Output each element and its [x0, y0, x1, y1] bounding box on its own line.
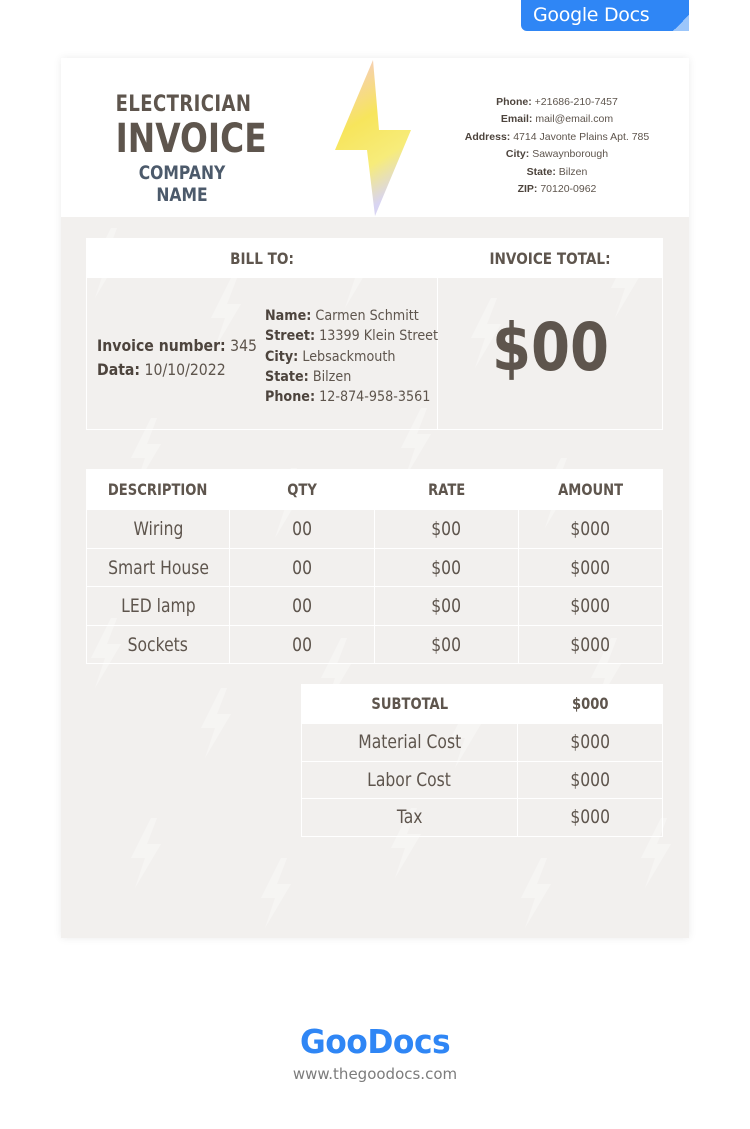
items-header-row [86, 469, 663, 510]
invoice-number: Invoice number: 345 [97, 336, 258, 355]
google-docs-label: Google Docs [533, 4, 650, 26]
client-street: Street: 13399 Klein Street [265, 328, 439, 345]
client-city: City: Lebsackmouth [265, 348, 396, 365]
col-amount: AMOUNT [558, 480, 624, 499]
item-rate: $00 [375, 510, 519, 549]
contact-city: City: Sawaynborough [505, 148, 609, 161]
summary-table [301, 684, 663, 837]
title-block [101, 92, 267, 206]
contact-phone: Phone: +21686-210-7457 [496, 96, 618, 108]
title-invoice: INVOICE [115, 116, 267, 162]
col-qty: QTY [287, 480, 318, 499]
summary-row-tax [301, 799, 663, 837]
item-qty: 00 [230, 510, 374, 549]
item-description: Wiring [86, 510, 230, 549]
client-phone: Phone: 12-874-958-3561 [265, 389, 431, 406]
item-rate: $00 [375, 549, 519, 588]
contact-address: Address: 4714 Javonte Plains Apt. 785 [464, 130, 650, 143]
item-rate: $00 [375, 626, 519, 665]
item-qty: 00 [230, 587, 374, 626]
summary-row-material [301, 724, 663, 762]
page-fold-icon [673, 15, 689, 31]
item-qty: 00 [230, 549, 374, 588]
table-row [86, 510, 663, 549]
bill-section [86, 238, 663, 430]
item-qty: 00 [230, 626, 374, 665]
client-name: Name: Carmen Schmitt [265, 308, 419, 324]
item-description: LED lamp [86, 587, 230, 626]
table-row [86, 626, 663, 665]
summary-value: $000 [518, 724, 663, 762]
item-description: Smart House [86, 549, 230, 588]
subtotal-label: SUBTOTAL [371, 694, 448, 713]
col-rate: RATE [428, 480, 466, 499]
item-description: Sockets [86, 626, 230, 665]
summary-value: $000 [518, 799, 663, 837]
table-row [86, 587, 663, 626]
goodocs-logo[interactable] [0, 1022, 750, 1083]
client-state: State: Bilzen [265, 368, 352, 385]
title-electrician: ELECTRICIAN [115, 92, 252, 117]
item-amount: $000 [519, 626, 663, 665]
summary-row-labor [301, 762, 663, 800]
contact-state: State: Bilzen [526, 165, 588, 178]
contact-email: Email: mail@email.com [500, 113, 614, 126]
bill-to-heading: BILL TO: [230, 249, 294, 268]
invoice-total-heading: INVOICE TOTAL: [489, 249, 611, 268]
summary-value: $000 [518, 762, 663, 800]
invoice-total-amount: $00 [491, 309, 610, 386]
company-name: COMPANY NAME [138, 162, 226, 206]
brand-url[interactable]: www.thegoodocs.com [292, 1065, 458, 1083]
google-docs-badge[interactable] [521, 0, 689, 31]
company-contact [441, 94, 673, 198]
items-table [86, 469, 663, 664]
subtotal-value: $000 [572, 694, 609, 713]
col-description: DESCRIPTION [108, 480, 208, 499]
bill-to-details [265, 306, 438, 407]
invoice-date: Data: 10/10/2022 [97, 360, 226, 379]
item-amount: $000 [519, 510, 663, 549]
summary-label: Labor Cost [301, 762, 518, 800]
subtotal-row [301, 684, 663, 724]
item-rate: $00 [375, 587, 519, 626]
table-row [86, 549, 663, 588]
summary-label: Tax [301, 799, 518, 837]
contact-zip: ZIP: 70120-0962 [517, 183, 597, 196]
brand-name: GooDocs [299, 1022, 451, 1061]
invoice-sheet [61, 58, 689, 938]
bill-header-row [87, 239, 662, 278]
summary-label: Material Cost [301, 724, 518, 762]
invoice-meta [97, 334, 257, 382]
item-amount: $000 [519, 587, 663, 626]
item-amount: $000 [519, 549, 663, 588]
lightning-bolt-icon [333, 60, 413, 216]
invoice-header [61, 58, 689, 217]
